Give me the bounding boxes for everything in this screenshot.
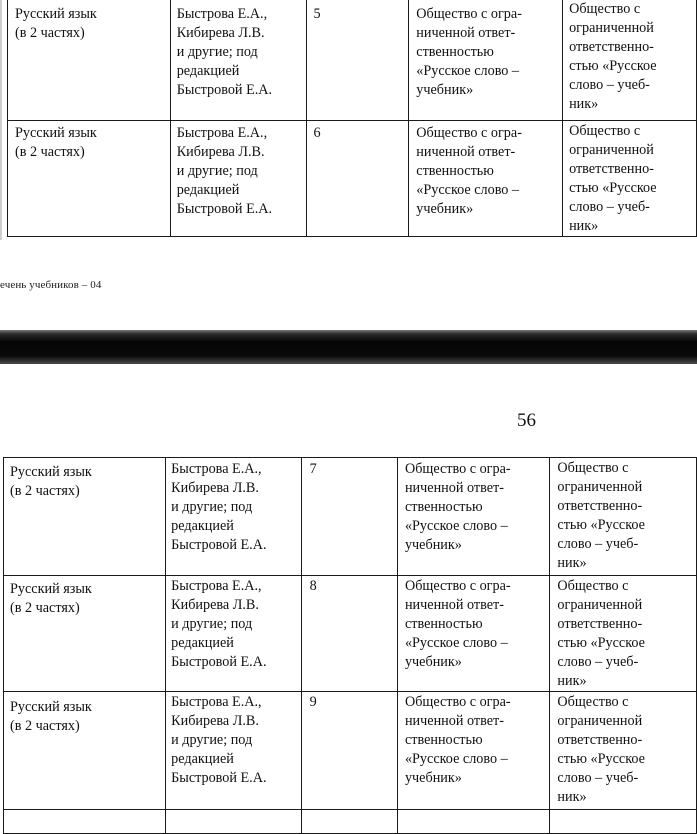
subject-text: Русский язык (в 2 частях) [10,581,92,616]
authors-text: Быстрова Е.А., Кибирева Л.В. и другие; под редакцией Быстровой Е.А. [176,6,273,98]
authors-text: Быстрова Е.А., Кибирева Л.В. и другие; под редакцией Быстровой Е.А. [171,694,267,786]
table-row [8,0,697,121]
authors-text: Быстрова Е.А., Кибирева Л.В. и другие; под редакцией Быстровой Е.А. [171,461,267,553]
publisher-alt-text: Общество с ограниченной ответственно- стью «Русское слово – учеб- ник» [569,1,657,112]
authors-cell [166,458,301,576]
publisher-cell [409,0,563,121]
grade-cell [306,0,409,121]
textbook-table-bottom [3,457,697,834]
authors-cell [166,576,301,692]
grade-text: 8 [309,578,317,594]
table-row [4,458,697,576]
authors-cell [166,692,301,810]
empty-cell [550,810,697,834]
authors-cell [170,0,306,121]
grade-cell [306,121,409,237]
subject-text: Русский язык (в 2 частях) [15,6,97,41]
subject-cell [4,692,166,810]
table-row [8,121,697,237]
subject-cell [4,576,166,692]
publisher-alt-cell [550,458,697,576]
publisher-cell [397,576,549,692]
empty-cell [166,810,301,834]
publisher-alt-text: Общество с ограниченной ответственно- стью «Русское слово – учеб- ник» [557,460,645,571]
empty-cell [4,810,166,834]
subject-text: Русский язык (в 2 частях) [10,699,92,734]
publisher-alt-text: Общество с ограниченной ответственно- стью «Русское слово – учеб- ник» [569,123,657,234]
scan-edge-shadow [0,0,2,240]
page-break-band [0,330,697,364]
subject-cell [8,121,171,237]
publisher-text: Общество с огра- ниченной ответ- ственностью «Русское слово – учебник» [404,694,511,786]
grade-cell [301,692,397,810]
table-row [4,576,697,692]
publisher-text: Общество с огра- ниченной ответ- ственностью «Русское слово – учебник» [404,461,511,553]
publisher-cell [397,458,549,576]
publisher-alt-text: Общество с ограниченной ответственно- стью «Русское слово – учеб- ник» [557,578,645,689]
publisher-text: Общество с огра- ниченной ответ- ственностью «Русское слово – учебник» [416,125,522,217]
subject-cell [8,0,171,121]
publisher-alt-cell [563,0,697,121]
empty-cell [301,810,397,834]
table-row-partial [4,810,697,834]
grade-text: 9 [309,694,317,710]
textbook-table-top [7,0,697,237]
grade-text: 5 [313,6,321,22]
subject-cell [4,458,166,576]
publisher-text: Общество с огра- ниченной ответ- ственностью «Русское слово – учебник» [404,578,511,670]
publisher-text: Общество с огра- ниченной ответ- ственностью «Русское слово – учебник» [416,6,522,98]
grade-text: 7 [309,461,317,477]
footer-text: ечень учебников – 04 [0,279,102,291]
publisher-cell [409,121,563,237]
publisher-alt-text: Общество с ограниченной ответственно- стью «Русское слово – учеб- ник» [557,694,645,805]
grade-cell [301,458,397,576]
authors-text: Быстрова Е.А., Кибирева Л.В. и другие; под редакцией Быстровой Е.А. [171,578,267,670]
table-row [4,692,697,810]
subject-text: Русский язык (в 2 частях) [10,464,92,499]
publisher-cell [397,692,549,810]
empty-cell [397,810,549,834]
grade-text: 6 [313,125,321,141]
grade-cell [301,576,397,692]
publisher-alt-cell [550,576,697,692]
publisher-alt-cell [550,692,697,810]
subject-text: Русский язык (в 2 частях) [15,125,97,160]
authors-cell [170,121,306,237]
page-number: 56 [517,410,536,431]
authors-text: Быстрова Е.А., Кибирева Л.В. и другие; под редакцией Быстровой Е.А. [176,125,273,217]
publisher-alt-cell [563,121,697,237]
